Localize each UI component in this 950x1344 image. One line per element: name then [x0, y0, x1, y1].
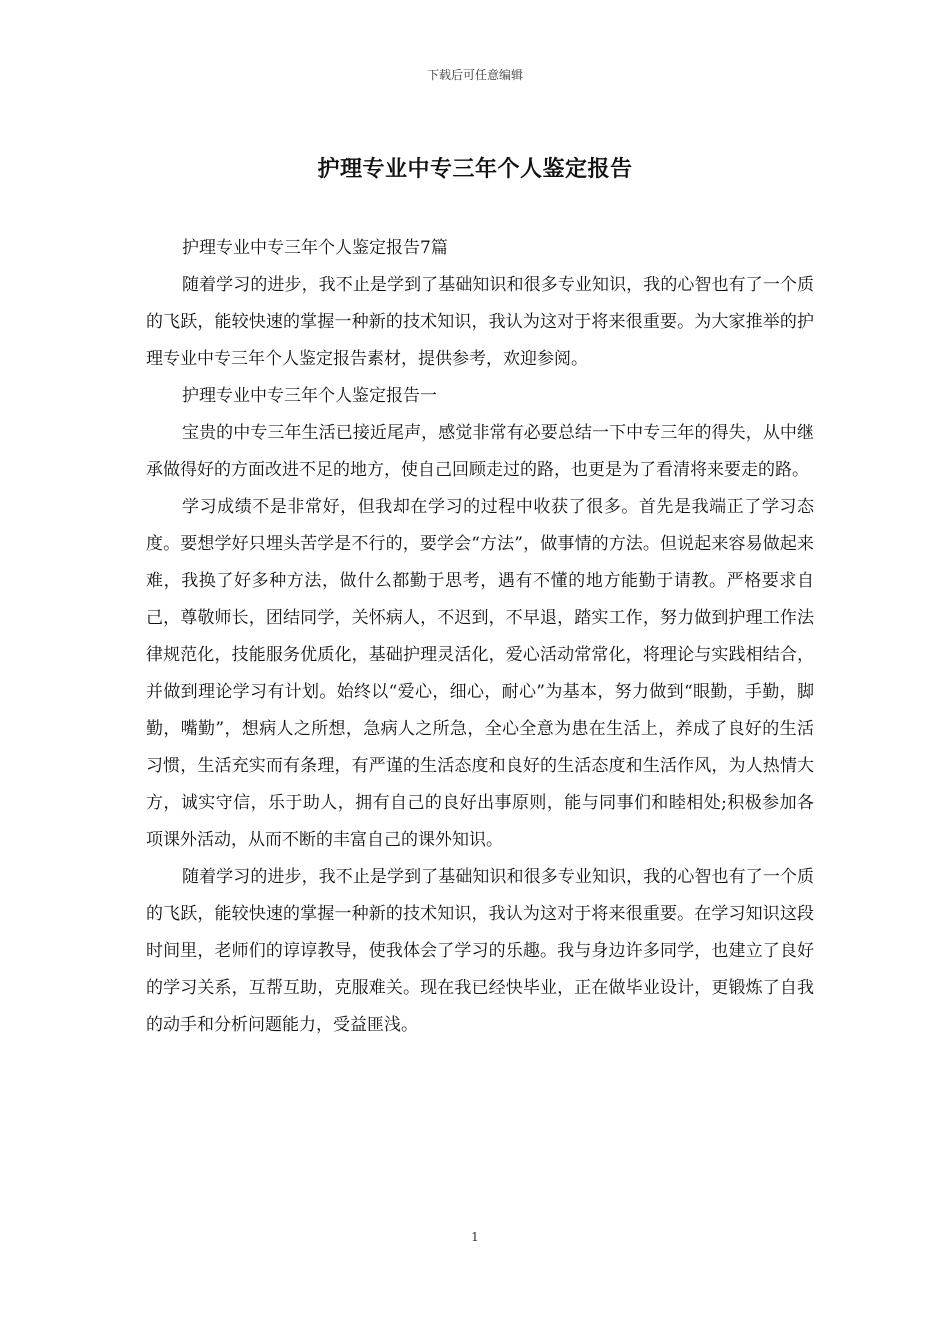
paragraph-body: 随着学习的进步，我不止是学到了基础知识和很多专业知识，我的心智也有了一个质的飞跃，能较快速的掌握一种新的技术知识，我认为这对于将来很重要。在学习知识这段时间里，老师们的谆谆教导，使我体会了学习的乐趣。我与身边许多同学，也建立了良好的学习关系，互帮互助，克服难关。现在我已经快毕业，正在做毕业设计，更锻炼了自我的动手和分析问题能力，受益匪浅。 — [146, 867, 814, 1035]
paragraph-body: 宝贵的中专三年生活已接近尾声，感觉非常有必要总结一下中专三年的得失，从中继承做得好的方面改进不足的地方，使自己回顾走过的路，也更是为了看清将来要走的路。 — [146, 423, 814, 480]
paragraph-intro: 随着学习的进步，我不止是学到了基础知识和很多专业知识，我的心智也有了一个质的飞跃，能较快速的掌握一种新的技术知识，我认为这对于将来很重要。为大家推举的护理专业中专三年个人鉴定报告素材，提供参考，欢迎参阅。 — [146, 275, 814, 369]
paragraph-body: 学习成绩不是非常好，但我却在学习的过程中收获了很多。首先是我端正了学习态度。要想学好只埋头苦学是不行的，要学会“方法”，做事情的方法。但说起来容易做起来难，我换了好多种方法，做什么都勤于思考，遇有不懂的地方能勤于请教。严格要求自己，尊敬师长，团结同学，关怀病人，不迟到，不早退，踏实工作，努力做到护理工作法律规范化，技能服务优质化，基础护理灵活化，爱心活动常常化，将理论与实践相结合，并做到理论学习有计划。始终以“爱心，细心，耐心”为基本，努力做到“眼勤，手勤，脚勤，嘴勤”，想病人之所想，急病人之所急，全心全意为患在生活上，养成了良好的生活习惯，生活充实而有条理，有严谨的生活态度和良好的生活态度和生活作风，为人热情大方，诚实守信，乐于助人，拥有自己的良好出事原则，能与同事们和睦相处;积极参加各项课外活动，从而不断的丰富自己的课外知识。 — [146, 497, 814, 850]
page-number: 1 — [471, 1230, 479, 1244]
paragraph-subtitle: 护理专业中专三年个人鉴定报告7篇 — [182, 238, 448, 258]
paragraph-section-heading: 护理专业中专三年个人鉴定报告一 — [182, 386, 437, 406]
document-body — [146, 230, 814, 1044]
document-title: 护理专业中专三年个人鉴定报告 — [317, 156, 633, 182]
header-note: 下载后可任意编辑 — [426, 68, 523, 82]
